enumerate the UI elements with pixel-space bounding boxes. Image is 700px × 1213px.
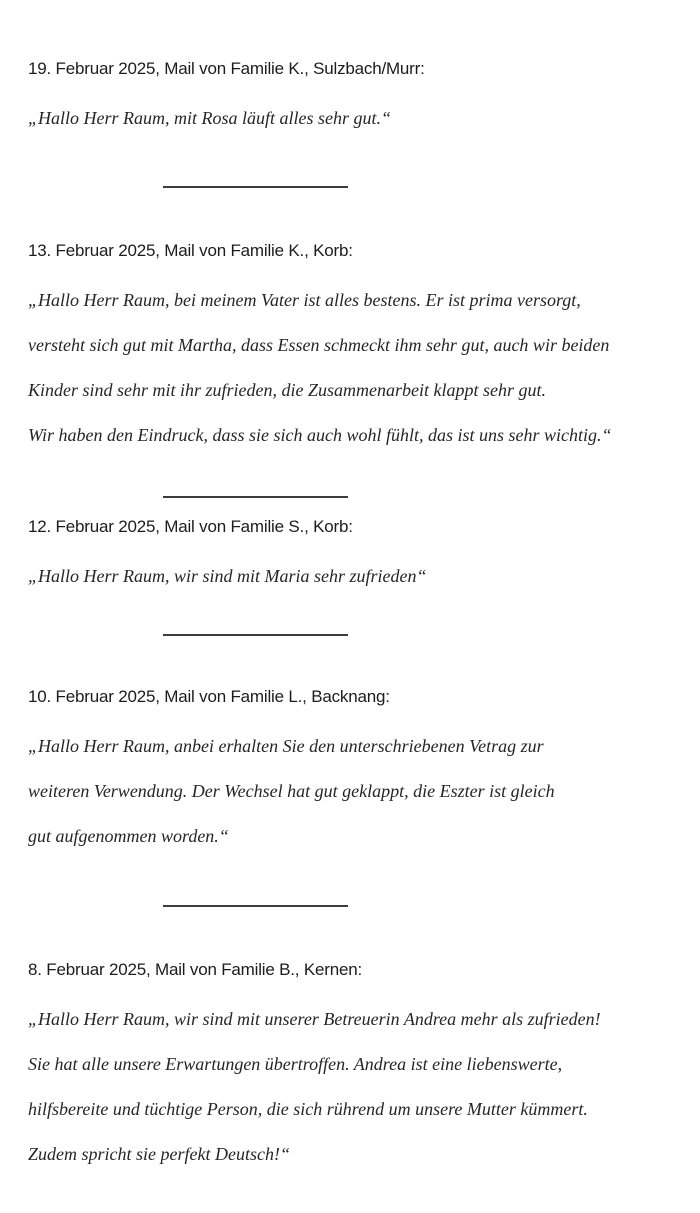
testimonial-quote-line: versteht sich gut mit Martha, dass Essen schmeckt ihm sehr gut, auch wir beiden	[28, 335, 610, 355]
testimonial-quote-line: „Hallo Herr Raum, wir sind mit unserer Betreuerin Andrea mehr als zufrieden!	[28, 1009, 601, 1029]
testimonial-quote-line: „Hallo Herr Raum, mit Rosa läuft alles sehr gut.“	[28, 108, 392, 128]
testimonial-quote	[28, 997, 685, 1177]
testimonial-quote-line: „Hallo Herr Raum, wir sind mit Maria sehr zufrieden“	[28, 566, 427, 586]
testimonial-entry	[28, 959, 685, 1177]
entry-date-header: 13. Februar 2025, Mail von Familie K., Korb:	[28, 241, 353, 260]
testimonial-quote-line: „Hallo Herr Raum, bei meinem Vater ist alles bestens. Er ist prima versorgt,	[28, 290, 581, 310]
testimonial-quote-line: Sie hat alle unsere Erwartungen übertroffen. Andrea ist eine liebenswerte,	[28, 1054, 563, 1074]
testimonial-quote	[28, 278, 685, 458]
testimonial-quote-line: hilfsbereite und tüchtige Person, die sich rührend um unsere Mutter kümmert.	[28, 1099, 588, 1119]
entry-date-header: 12. Februar 2025, Mail von Familie S., Korb:	[28, 517, 353, 536]
testimonial-entry	[28, 58, 685, 141]
testimonial-quote-line: Kinder sind sehr mit ihr zufrieden, die Zusammenarbeit klappt sehr gut.	[28, 380, 546, 400]
testimonial-quote	[28, 554, 685, 599]
testimonial-quote	[28, 96, 685, 141]
testimonial-quote-line: „Hallo Herr Raum, anbei erhalten Sie den unterschriebenen Vetrag zur	[28, 736, 544, 756]
testimonial-quote	[28, 724, 685, 859]
entry-date-header: 8. Februar 2025, Mail von Familie B., Kernen:	[28, 960, 362, 979]
testimonial-entry	[28, 516, 685, 599]
testimonial-entry	[28, 240, 685, 458]
testimonial-entry	[28, 686, 685, 859]
section-divider	[163, 905, 348, 907]
section-divider	[163, 634, 348, 636]
entry-date-header: 10. Februar 2025, Mail von Familie L., Backnang:	[28, 687, 390, 706]
testimonial-quote-line: Zudem spricht sie perfekt Deutsch!“	[28, 1144, 290, 1164]
section-divider	[163, 186, 348, 188]
section-divider	[163, 496, 348, 498]
entry-date-header: 19. Februar 2025, Mail von Familie K., Sulzbach/Murr:	[28, 59, 425, 78]
testimonial-quote-line: gut aufgenommen worden.“	[28, 826, 229, 846]
testimonial-quote-line: Wir haben den Eindruck, dass sie sich auch wohl fühlt, das ist uns sehr wichtig.“	[28, 425, 612, 445]
testimonial-quote-line: weiteren Verwendung. Der Wechsel hat gut geklappt, die Eszter ist gleich	[28, 781, 555, 801]
